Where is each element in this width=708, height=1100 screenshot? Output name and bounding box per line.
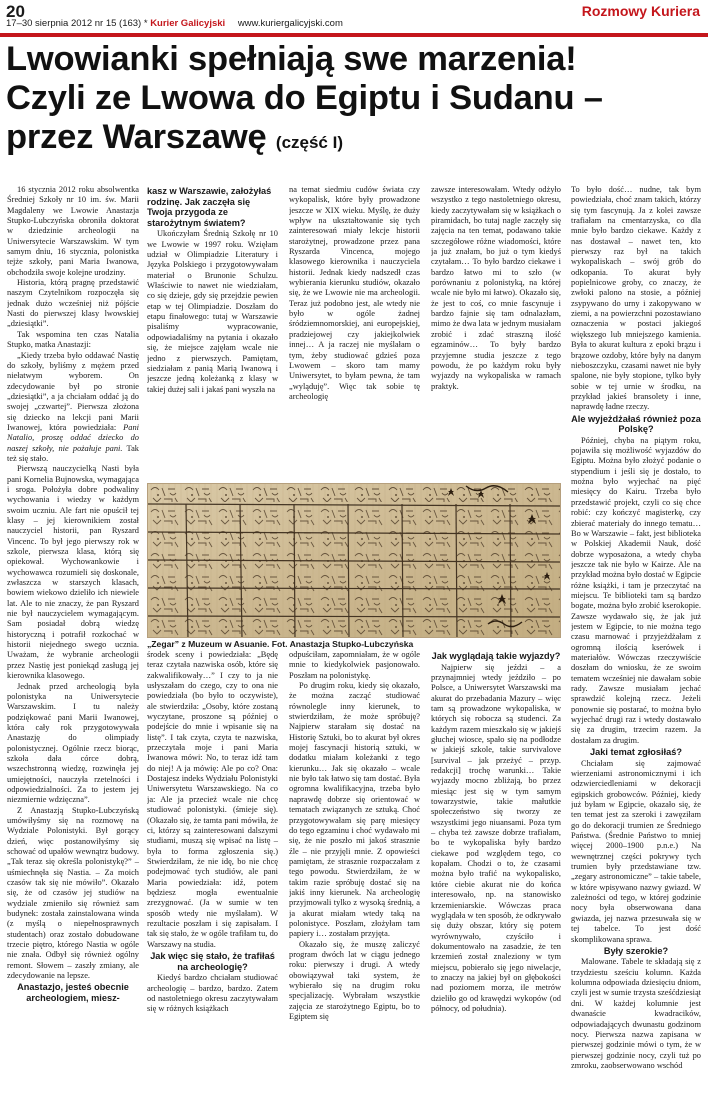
article-column-3 [289,185,420,475]
paragraph: Z Anastazją Stupko-Lubczyńską umówiłyśmy się na rozmowę na Wydziale Polonistyki. Był gorący dzień, więc postanowiłyśmy się schować od upałów wewnątrz budowy. „Tak teraz się określa polonistykę?” – uśmiechnęła się Nastia. – Za moich czasów tak się nie mówiło”. Okazało się, że od czasów jej studiów na wydziale zmieniło się również sam budynek: została zainstalowana winda (z myślą o niepełnosprawnych studentach) oraz zostało dobudowane trzecie piętro, którego Nastia w ogóle nie znała. Odbył się również ogólny remont. Słowem – zaszły zmiany, ale zdecydowanie na lepsze. [7,805,139,981]
headline-part-label: (część I) [275,133,343,152]
paragraph: Jednak przed archeologią była polonistyka na Uniwersytecie Warszawskim. I tu należy podziękować pani Marii Iwanowej, która cały rok przygotowywała Anastazję do olimpiady polonistycznej. Ogólnie rzecz biorąc, szkoła dała córce dobrą, wszechstronną wiedzę, rozwinęła jej umiejętności, nauczyła rzetelności i odpowiedzialności. Za to jestem jej niezmiernie wdzięczna”. [7,681,139,805]
papyrus-image [148,484,561,638]
headline-line-1: Lwowianki spełniają swe marzenia! [6,40,577,78]
paragraph: 16 stycznia 2012 roku absolwentka Średniej Szkoły nr 10 im. św. Marii Magdaleny we Lwowie Anastazja Stupko-Lubczyńska obroniła doktorat w dziedzinie archeologii na Uniwersytecie Warszawskim. W tym samym dniu, 16 stycznia, polonistka tejże szkoły, pani Maria Iwanowa, obchodziła swoje kolejne urodziny. [7,185,139,277]
article-column-4 [431,185,561,475]
article-column-2-lower [147,650,278,1090]
interview-question: Jak więc się stało, że trafiłaś na archeologię? [150,950,275,972]
quote-text: „Kiedy trzeba było oddawać Nastię do szkoły, byliśmy z mężem przed niełatwym wyborem. On zdecydowanie był po stronie „dziesiątki”, a ja chciałam oddać ją do swojej „czwartej”. Pierwsza złożona się dziecko na lekcji pani Marii Iwanowej, która powiedziała: [7,350,139,432]
paragraph: Tak wspomina ten czas Natalia Stupko, matka Anastazji: [7,329,139,350]
paragraph: na temat siedmiu cudów świata czy wykopalisk, które były prowadzone jeszcze w XIX wieku. Myślę, że duży wpływ na ukształtowanie się tych zainteresowań miały lekcje historii starożytnej, prowadzone przez pana Ryszarda Vincenca, mojego klasowego kierownika i nauczyciela historii. Jednak kiedy nadszedł czas wybierania kierunku studiów, okazało się, że we Lwowie nie ma archeologii. Teraz już podobno jest, ale wtedy nie było w ogóle żadnej śródziemnomorskiej, ani europejskiej, pradziejowej czy jakiejkolwiek innej… A ja raczej nie myślałam o tym, żeby studiować gdzieś poza Lwowem – skoro tam mamy Uniwersytet, to byłam pewna, że tam „wyląduję”. Więc tak sobie tę archeologię [289,185,420,401]
paragraph: środek sceny i powiedziała: „Będę teraz czytała nazwiska osób, które się zakwalifikowały…” I czy to ja nie usłyszałam do czego, czy to ona nie powiedziała (bo było to oczywiste), ale stwierdziła: „Osoby, które zostaną wyczytane, proszone są później o podejście do mnie i wpisanie się na listę”. I tak czyta, czyta te nazwiska, przeczytała moje i pani Maria Iwanowa mówi: No, to teraz idź tam do niej! A ja mówię: Ale po co? Ona: Dostajesz indeks Wydziału Polonistyki Uniwersytetu Warszawskiego. Na co ja: Ale ja przecież wcale nie chcę studiować polonistyki. (śmieje się). (Okazało się, że tamta pani mówiła, że ci, którzy są zainteresowani dalszymi studiami, muszą się wpisać na listę – była to forma zgłoszenia się.) Stwierdziłam, że nie idę, bo nie chcę podejmować tych studiów, ale pani Maria powiedziała: idź, potem będziesz mogła ewentualnie zrezygnować. (Ja w sumie w ten sposób wtedy nie myślałam). W rezultacie poszłam i się zapisałam. I tak się stało, że w ogóle trafiłam tu, do Warszawy na studia. [147,650,278,949]
section-label[interactable]: Rozmowy Kuriera [581,3,700,19]
article-column-4-lower [431,650,561,1090]
paragraph [7,351,139,465]
paragraph: Historia, którą pragnę przedstawić naszym Czytelnikom rozpoczęła się jednak dużo wcześniej niż pójście Nasti do pierwszej klasy lwowskiej „dziesiątki”. [7,278,139,329]
interview-question: Były szerokie? [603,945,669,956]
interview-question: Ale wyjeżdżałaś również poza Polskę? [571,413,701,435]
paragraph: Malowane. Tabele te składają się z trzydziestu sześciu kolumn. Każda kolumna odpowiada dziesięciu dniom, czyli jest w sumie trzysta sześćdziesiąt dni. W każdej kolumnie jest dwanaście kwadracików, odpowiadających dwunastu godzinom nocy. Pierwsza nazwa zapisana w pierwszej godzinie mówi o tym, że w pierwszej godzinie nocy, czyli tuż po zmroku, zaobserwowano wschód [571,957,701,1070]
paragraph: zawsze interesowałam. Wtedy odżyło wszystko z tego nastoletniego okresu, kiedy zaczytywałam się w książkach o piramidach, bo tutaj nagle zaczęły się zajęcia na ten temat, podawano takie szczegółowe różne wiadomości, które ja już znałam, bo już o tym kiedyś czytałam… To było bardzo ciekawe i bardzo łatwo mi to szło (w porównaniu z polonistyką, na której wcale nie było mi łatwo). Okazało się, że jest to coś, co mnie fascynuje i bardzo fajnie się tam odnalazłam, mimo że dwa lata w jednym musiałam zrobić i zdać straszną ilość egzaminów… To były bardzo przyjemne studia jeszcze z tego powodu, że po każdym roku były wyjazdy na wykopaliska w ramach praktyk. [431,185,561,391]
interview-question: Jaki temat zgłosiłaś? [590,747,682,758]
issue-line [6,18,343,29]
paragraph: Ukończyłam Średnią Szkołę nr 10 we Lwowie w 1997 roku. Wzięłam udział w Olimpiadzie Literatury i Języka Polskiego i przygotowywałam materiał o Brunonie Schulzu. Właściwie to nawet nie wiedziałam, co się dzieje, gdy się przejdzie pewien etap w tej Olimpiadzie. Doszłam do etapu finałowego: tutaj w Warszawie pisaliśmy wypracowanie, odpowiadaliśmy na pytania i okazało się, że miejsce zajęłam wcale nie jedno z pierwszych. Pamiętam, siedziałam z panią Marią Iwanową i jeszcze jedną koleżanką z klasy w takiej dużej sali i jakaś pani wyszła na [147,229,278,394]
brand-name: Kurier Galicyjski [150,18,226,29]
article-photo[interactable] [147,483,561,638]
quote-end: Tak też się stało. [7,443,139,463]
header-rule [0,33,708,37]
article-column-3-lower [289,650,420,1090]
interview-question: kasz w Warszawie, założyłaś rodzinę. Jak zaczęła się Twoja przygoda ze starożytnym światem? [147,186,272,228]
paragraph: Kiedyś bardzo chciałam studiować archeologię – bardzo, bardzo. Zatem od nastoletniego okresu zaczytywałam się w różnych książkach [147,973,278,1014]
page-number: 20 [6,2,25,21]
paragraph: Pierwszą nauczycielką Nasti była pani Kornelia Bujnowska, wymagająca i sroga. Położyła dobre podwaliny wychowania i wiedzy w każdym swoim uczniu. Ale fart nie opuścił tej klasy – jej kierownikiem został nauczyciel historii, pan Ryszard Vincenc. To był jego pierwszy rok w szkole, pierwsza klasa, którą się opiekował. Wychowankowie i wychowawca rozumieli się doskonale, zwłaszcza w starszych klasach, bowiem wiekowo dzieliło ich niewiele lat. Ale to nie znaczy, że pan Ryszard nie był nauczycielem wymagającym. Sam posiadał dobrą wiedzę historyczną i potrafił rozkochać w historii niejednego swego ucznia. Uważam, że wybranie archeologii przez Nastię jest poniekąd zasługą jej kierownika klasowego. [7,464,139,681]
paragraph: Później, chyba na piątym roku, pojawiła się możliwość wyjazdów do Egiptu. Można było złożyć podanie o stypendium i jeśli się je dostało, to można było wyjechać na pięć miesięcy do Kairu. Trzeba było przedstawić projekt, czyli co się chce robić: czy kończyć magisterkę, czy zbierać materiały do innego tematu… Bo w Warszawie – fakt, jest biblioteka w Polskiej Akademii Nauk, dość dobrze wyposażona, a wtedy chyba jeszcze tak nie było w Kairze. Ale na przykład można było dostać w Egipcie różne książki, i tam je przeczytać na miejscu. Te biblioteki tam są bardzo bogate, można było zrobić kserokopie. Zawsze wydawało się, że jak już jestem w Egipcie, to nie można tego czasu marnować i przyjeżdżałam z ogromną ilością kserówek i materiałów. Wówczas rzeczywiście doszłam do wniosku, że ze swoim tematem wcześniej nie dawałam sobie rady. Zawsze musiałam jechać sprawdzić kolejną rzecz. Jeżeli ponownie się postarać, to można było wyjechać drugi raz i wtedy dostawało się za drugim, trzecim razem. Ja dostałam za drugim. [571,435,701,745]
article-column-5 [571,185,701,1090]
article-column-1 [7,185,139,1090]
article-column-2 [147,185,278,475]
paragraph: To było dość… nudne, tak bym powiedziała, choć znam takich, którzy się tym fascynują. Ja z kolei zawsze trafiałam na cmentarzyska, co dla mnie było bardzo ciekawe. Każdy z nas dostawał – nawet ten, kto pierwszy raz był na takich wykopaliskach – swój grób do odkopania. To akurat były popielnicowe groby, co znaczy, że zwłoki palono na stosie, a później zsypywano do urny i zakopywano w ziemi, a na powierzchni pozostawiano oznaczenia w postaci jakiegoś większego lub mniejszego kamienia. Była to akurat kultura z epoki brązu i brązowe ozdoby, które były na danym nieboszczyku, czasami nawet nie były spalone, nie były stopione, tylko były sobie w tej urnie w środku, na przykład jakieś bransolety i inne, naprawdę ładne rzeczy. [571,185,701,412]
issue-info: 17–30 sierpnia 2012 nr 15 (163) * [6,18,148,29]
quote-italic: Pani Natalio, proszę oddać dziecko do naszej szkoły, nie pożałuje pani. [7,422,139,453]
site-link[interactable]: www.kuriergalicyjski.com [237,18,343,29]
photo-caption: „Zegar” z Muzeum w Asuanie. Fot. Anastazja Stupko-Lubczyńska [147,639,414,649]
paragraph: Chciałam się zajmować wierzeniami astronomicznymi i ich odzwierciedleniami w dekoracji egipskich grobowców. Później, kiedy już byłam w Egipcie, okazało się, że ten temat jest za szeroki i zawęziłam go do dekoracji trumien ze Średniego Państwa. (Średnie Państwo to mniej więcej 2000–1900 p.n.e.) Na wewnętrznej części pokrywy tych trumien były przedstawiane tzw. „zegary astronomiczne” – takie tabele, w które wpisywano nazwy gwiazd. W zależności od tego, w której godzinie nocy była obserwowana dana gwiazda, jej nazwa przesuwała się w tej tabelce. To jest dość skomplikowana sprawa. [571,758,701,944]
interview-question: Anastazjo, jesteś obecnie archeologiem, miesz- [17,982,129,1004]
article-headline [6,40,702,162]
paragraph: Najpierw się jeździ – a przynajmniej wtedy jeździło – po Polsce, a Uniwersytet Warszawski ma akurat do przebadania Mazury – więc tam są prowadzone wykopaliska, w których się robocza są studenci. Za każdym razem mieszkało się w jakiejś głuchej wiosce, spało się na podłodze w jakiejś szkole, takie survivalove [survival – jak przeżyć – przyp. redakcji] trochę warunki… Takie wyjazdy mocno zbliżają, bo przez miesiąc jest się w tym samym towarzystwie, takie małutkie społeczeństwo się tworzy ze wszystkimi jego niuansami. Poza tym – chyba też zawsze dobrze trafiałam, bo te wykopaliska były bardzo ciekawe pod względem tego, co kopałam. Chodzi o to, że czasami można było trafić na wykopalisko, które ciebie akurat nie do końca interesowało, np. na stanowisko krzemieniarskie. Wówczas praca wyglądała w ten sposób, że odkrywało się duży obszar, który się potem wyrównywało, czyściło i dokumentowało na zasadzie, że ten krzemień został znaleziony w tym miejscu, pobierało się jego niwelacje, to znaczy na jakiej był on głębokości nad poziomem morza, ile metrów dzieliło go od krawędzi wykopów (od północy, od południa). [431,662,561,1013]
interview-question: Jak wyglądają takie wyjazdy? [431,651,561,661]
paragraph: odpuściłam, zapomniałam, że w ogóle mnie to kiedykolwiek pasjonowało. Poszłam na polonistykę. [289,650,420,680]
headline-line-2: Czyli ze Lwowa do Egiptu i Sudanu – [6,79,603,117]
headline-line-3: przez Warszawę [6,118,267,156]
paragraph: Po drugim roku, kiedy się okazało, że można zacząć studiować równolegle inny kierunek, to stwierdziłam, że może spróbuję? Najpierw starałam się dostać na Historię Sztuki, bo to akurat był okres mojej fascynacji historią sztuki, w dodatku miałam koleżanki z tego kierunku… Jak się okazało – wcale nie było tak łatwo się tam dostać. Była ogromna kwalifikacyjna, trzeba było naprawdę dobrze się orientować w tematach związanych ze sztuką. Choć przygotowywałam się parę miesięcy do tego egzaminu i choć wydawało mi się, że nie poszło mi jakoś strasznie źle – nie przyjęli mnie. Z opowieści pamiętam, że strasznie rozpaczałam z tego powodu. Stwierdziłam, że w takim razie spróbuję dostać się na jakiś inny kierunek. Na archeologię przyjmowali tylko z wysoką średnią, a ja akurat miałam wtedy taką na polonistyce. Poszłam, złożyłam tam papiery i… zostałam przyjęta. [289,681,420,939]
paragraph: Okazało się, że muszę zaliczyć program dwóch lat w ciągu jednego roku: pierwszy i drugi. A wtedy obowiązywał taki system, że wybierało się na drugim roku specjalizację. Wybrałam wszystkie zajęcia ze starożytnego Egiptu, bo to Egiptem się [289,939,420,1022]
